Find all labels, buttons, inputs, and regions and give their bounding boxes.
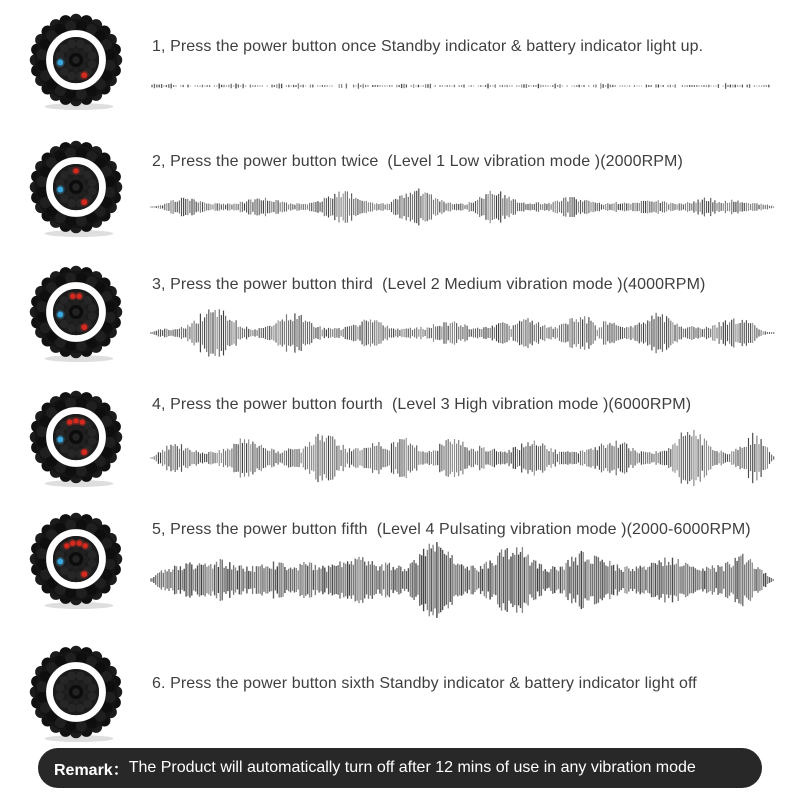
step-row-5 bbox=[0, 505, 800, 630]
step-instruction: 4, Press the power button fourth (Level 3 High vibration mode )(6000RPM) bbox=[152, 396, 692, 413]
vibration-waveform bbox=[150, 536, 775, 629]
vibration-waveform bbox=[150, 302, 775, 369]
remark-text: The Product will automatically turn off after 12 mins of use in any vibration mode bbox=[128, 759, 696, 776]
step-row-3 bbox=[0, 260, 800, 385]
massage-ball-illustration bbox=[27, 512, 125, 610]
step-instruction: 6. Press the power button sixth Standby indicator & battery indicator light off bbox=[152, 675, 697, 692]
step-row-6 bbox=[0, 640, 800, 750]
massage-ball-illustration bbox=[27, 140, 125, 238]
vibration-waveform bbox=[150, 418, 775, 503]
massage-ball-illustration bbox=[27, 13, 125, 111]
massage-ball-illustration bbox=[27, 645, 125, 743]
step-instruction: 3, Press the power button third (Level 2 Medium vibration mode )(4000RPM) bbox=[152, 276, 706, 293]
remark-label: Remark： bbox=[54, 761, 129, 779]
step-instruction: 2, Press the power button twice (Level 1 Low vibration mode )(2000RPM) bbox=[152, 153, 683, 170]
vibration-waveform bbox=[150, 79, 775, 98]
remark-bar bbox=[38, 748, 762, 788]
vibration-waveform bbox=[150, 183, 775, 236]
step-instruction: 5, Press the power button fifth (Level 4 Pulsating vibration mode )(2000-6000RPM) bbox=[152, 521, 751, 538]
massage-ball-illustration bbox=[27, 265, 125, 363]
massage-ball-illustration bbox=[27, 390, 125, 488]
step-instruction: 1, Press the power button once Standby indicator & battery indicator light up. bbox=[152, 38, 704, 55]
step-row-4 bbox=[0, 385, 800, 510]
step-row-1 bbox=[0, 10, 800, 135]
step-row-2 bbox=[0, 135, 800, 260]
